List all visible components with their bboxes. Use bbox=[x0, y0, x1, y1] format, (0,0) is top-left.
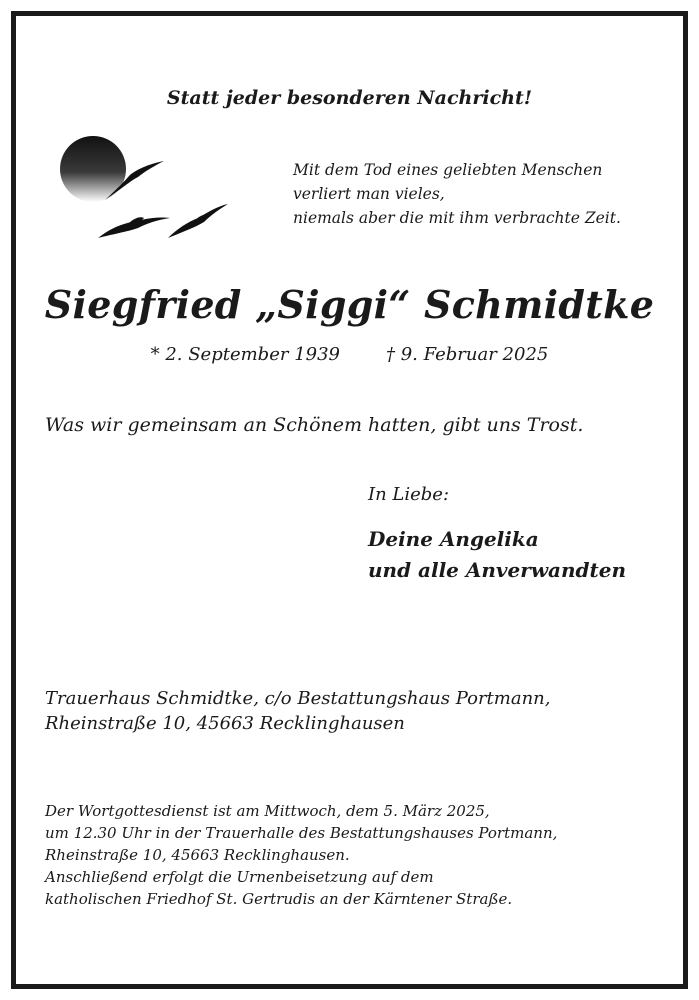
mourning-address bbox=[45, 686, 551, 736]
service-line: katholischen Friedhof St. Gertrudis an der Kärntener Straße. bbox=[45, 890, 513, 908]
memorial-quote bbox=[293, 158, 621, 230]
mourner-name: und alle Anverwandten bbox=[368, 558, 627, 582]
signoff-intro: In Liebe: bbox=[368, 484, 450, 505]
sun-and-birds-icon bbox=[58, 132, 233, 244]
service-details bbox=[45, 800, 557, 910]
life-dates bbox=[0, 344, 699, 365]
headline: Statt jeder besonderen Nachricht! bbox=[166, 87, 533, 109]
quote-line: verliert man vieles, bbox=[293, 185, 445, 203]
mourner-name: Deine Angelika bbox=[368, 527, 539, 551]
service-line: um 12.30 Uhr in der Trauerhalle des Bestattungshauses Portmann, bbox=[45, 824, 558, 842]
emblem-graphic bbox=[58, 132, 233, 244]
quote-line: Mit dem Tod eines geliebten Menschen bbox=[293, 161, 603, 179]
service-line: Der Wortgottesdienst ist am Mittwoch, dem 5. März 2025, bbox=[45, 802, 490, 820]
quote-line: niemals aber die mit ihm verbrachte Zeit. bbox=[293, 209, 621, 227]
service-line: Rheinstraße 10, 45663 Recklinghausen. bbox=[45, 846, 350, 864]
comfort-line: Was wir gemeinsam an Schönem hatten, gibt uns Trost. bbox=[45, 414, 584, 436]
mourners bbox=[368, 524, 626, 586]
address-line: Trauerhaus Schmidtke, c/o Bestattungshaus Portmann, bbox=[45, 688, 551, 709]
birth-date: * 2. September 1939 bbox=[150, 344, 340, 365]
deceased-name: Siegfried „Siggi“ Schmidtke bbox=[44, 282, 655, 327]
address-line: Rheinstraße 10, 45663 Recklinghausen bbox=[45, 713, 405, 734]
death-date: † 9. Februar 2025 bbox=[386, 344, 549, 365]
service-line: Anschließend erfolgt die Urnenbeisetzung auf dem bbox=[45, 868, 434, 886]
